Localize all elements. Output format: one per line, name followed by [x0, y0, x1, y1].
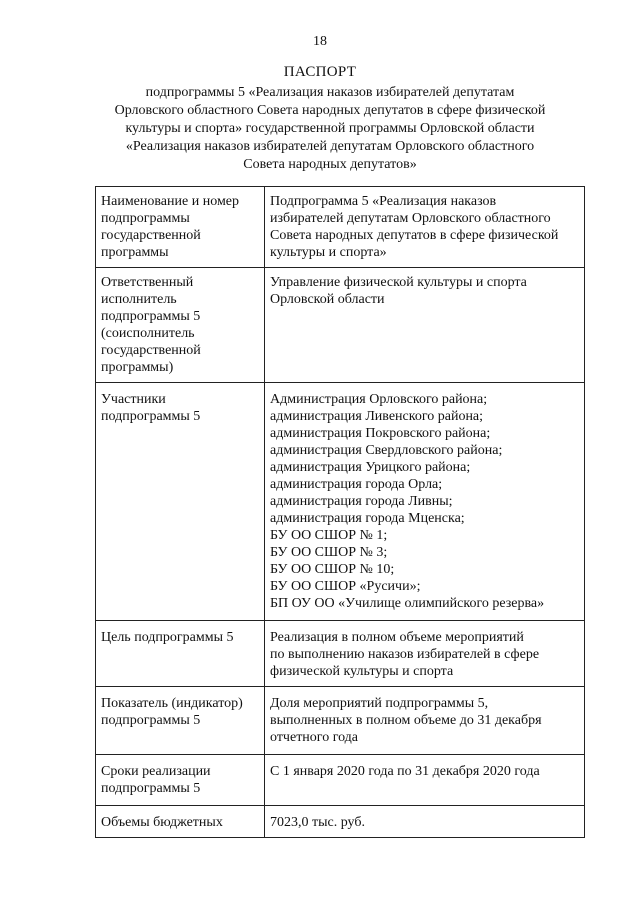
row-value-line: С 1 января 2020 года по 31 декабря 2020 года [270, 764, 540, 779]
row-value-line: 7023,0 тыс. руб. [270, 815, 365, 830]
table-row [96, 268, 585, 383]
table-row [96, 383, 585, 621]
row-value-line: Орловской области [270, 292, 385, 307]
row-label-line: Объемы бюджетных [101, 815, 223, 830]
row-value-line: Подпрограмма 5 «Реализация наказов [270, 194, 497, 209]
row-value-line: администрация Урицкого района; [270, 460, 471, 475]
table-row [96, 755, 585, 806]
row-label-cell [96, 806, 265, 838]
row-value-line: Совета народных депутатов в сфере физической [270, 228, 559, 243]
subtitle-line: культуры и спорта» государственной программы Орловской области [125, 121, 535, 136]
row-label-cell [96, 621, 265, 687]
row-label-cell [96, 687, 265, 755]
table-row [96, 687, 585, 755]
row-value-line: отчетного года [270, 730, 359, 745]
row-value-line: Администрация Орловского района; [270, 392, 488, 407]
row-label-line: подпрограммы 5 [101, 781, 201, 796]
row-label-line: подпрограммы [101, 211, 190, 226]
row-value-line: БУ ОО СШОР № 3; [270, 545, 388, 560]
row-label-line: государственной [101, 228, 201, 243]
row-value-line: Реализация в полном объеме мероприятий [270, 630, 524, 645]
row-value-cell [265, 806, 585, 838]
row-value-cell [265, 187, 585, 268]
row-label-line: Ответственный [101, 275, 194, 290]
row-value-line: администрация Покровского района; [270, 426, 491, 441]
table-row [96, 806, 585, 838]
row-label-line: исполнитель [101, 292, 177, 307]
table-row [96, 187, 585, 268]
row-value-line: Доля мероприятий подпрограммы 5, [270, 696, 489, 711]
row-label-cell [96, 755, 265, 806]
row-value-line: БУ ОО СШОР № 1; [270, 528, 388, 543]
subtitle-line: Совета народных депутатов» [243, 157, 417, 172]
row-label-line: программы [101, 245, 169, 260]
row-value-line: администрация города Мценска; [270, 511, 465, 526]
row-label-line: Участники [101, 392, 166, 407]
row-value-line: БП ОУ ОО «Училище олимпийского резерва» [270, 596, 545, 611]
row-value-cell [265, 755, 585, 806]
row-label-line: Сроки реализации [101, 764, 211, 779]
row-value-line: Управление физической культуры и спорта [270, 275, 527, 290]
row-value-line: выполненных в полном объеме до 31 декабря [270, 713, 542, 728]
row-label-line: Цель подпрограммы 5 [101, 630, 234, 645]
row-label-cell [96, 383, 265, 621]
document-subtitle [100, 84, 560, 174]
subtitle-line: подпрограммы 5 «Реализация наказов избирателей депутатам [145, 85, 515, 100]
row-value-cell [265, 383, 585, 621]
row-label-line: подпрограммы 5 [101, 713, 201, 728]
subtitle-line: Орловского областного Совета народных депутатов в сфере физической [114, 103, 546, 118]
row-label-line: Наименование и номер [101, 194, 240, 209]
row-value-cell [265, 687, 585, 755]
passport-table-body [96, 187, 585, 838]
row-value-line: администрация Ливенского района; [270, 409, 484, 424]
row-value-line: БУ ОО СШОР «Русичи»; [270, 579, 421, 594]
row-label-line: подпрограммы 5 [101, 409, 201, 424]
row-value-line: администрация Свердловского района; [270, 443, 503, 458]
document-title: ПАСПОРТ [283, 64, 357, 80]
row-value-line: администрация города Ливны; [270, 494, 453, 509]
row-label-line: Показатель (индикатор) [101, 696, 243, 711]
row-label-line: государственной [101, 343, 201, 358]
page-number: 18 [313, 34, 327, 49]
row-value-cell [265, 268, 585, 383]
row-value-line: избирателей депутатам Орловского областного [270, 211, 551, 226]
row-value-line: культуры и спорта» [270, 245, 387, 260]
row-label-line: (соисполнитель [101, 326, 195, 341]
row-value-line: БУ ОО СШОР № 10; [270, 562, 395, 577]
row-label-line: программы) [101, 360, 174, 375]
row-value-line: администрация города Орла; [270, 477, 443, 492]
passport-table [95, 186, 585, 838]
row-value-line: физической культуры и спорта [270, 664, 454, 679]
row-value-cell [265, 621, 585, 687]
row-label-cell [96, 187, 265, 268]
table-row [96, 621, 585, 687]
row-label-cell [96, 268, 265, 383]
subtitle-line: «Реализация наказов избирателей депутатам Орловского областного [125, 139, 535, 154]
row-label-line: подпрограммы 5 [101, 309, 201, 324]
row-value-line: по выполнению наказов избирателей в сфере [270, 647, 540, 662]
